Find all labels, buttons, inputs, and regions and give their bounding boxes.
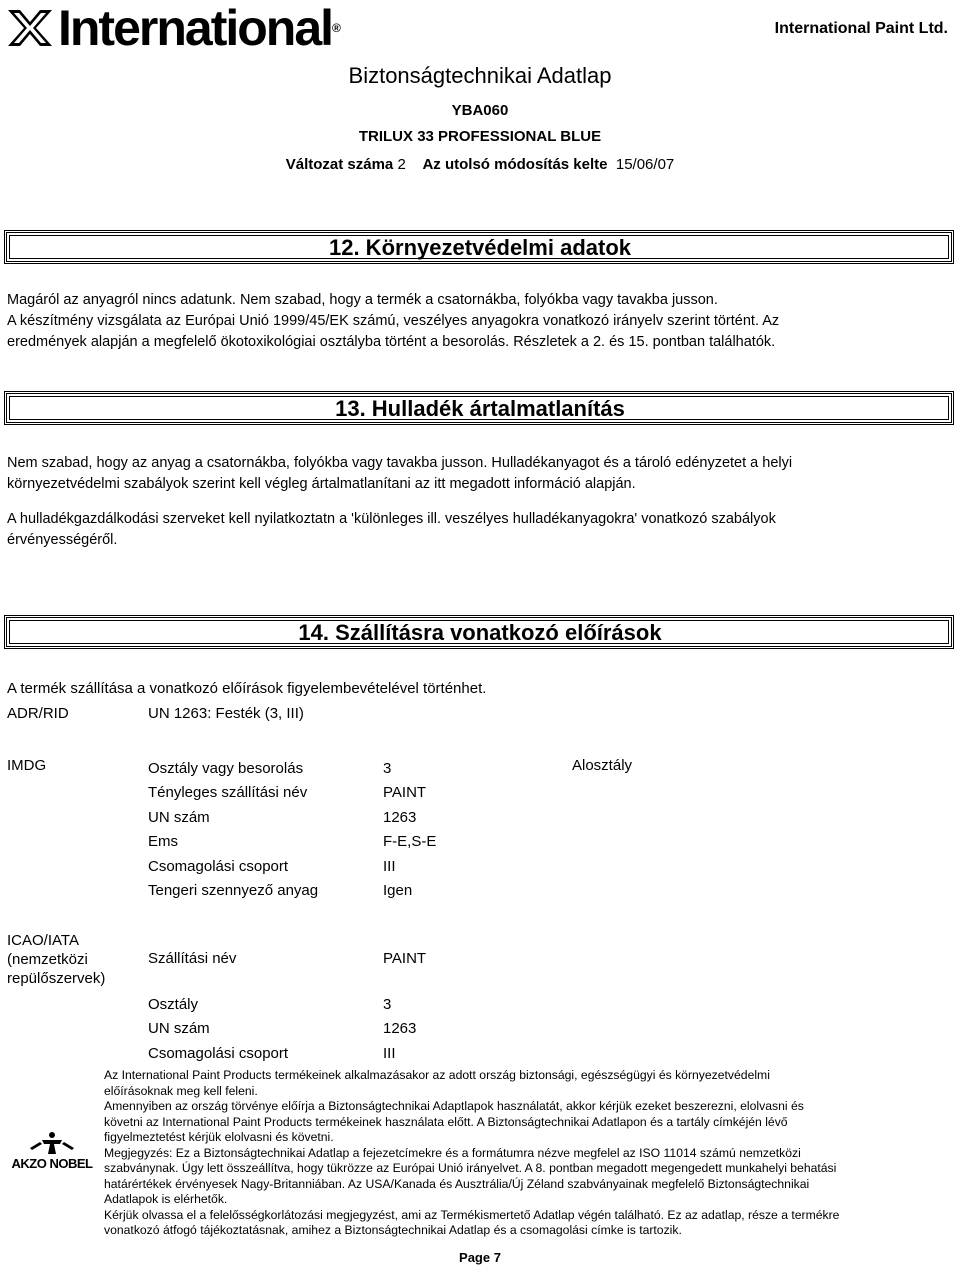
icao-key: UN szám <box>148 1020 210 1038</box>
icao-key: Szállítási név <box>148 950 237 967</box>
product-code: YBA060 <box>451 102 509 119</box>
icao-value: 3 <box>383 996 392 1013</box>
icao-label <box>7 931 105 988</box>
footer-line: Kérjük olvassa el a felelősségkorlátozási megjegyzést, ami az Termékismertető Adatlap végén található. Ez az adatlap, része a termékre <box>104 1207 840 1222</box>
icao-label-line: repülőszervek) <box>7 970 106 987</box>
footer-line: Az International Paint Products termékeinek alkalmazásakor az adott ország biztonsági, egészségügyi és környezetvédelmi <box>104 1068 770 1082</box>
footer-line: Amennyiben az ország törvénye előírja a Biztonságtechnikai Adaptlapok használatát, akkor kérjük ezeket beszerezni, elolvasni és <box>104 1099 804 1113</box>
transport-intro: A termék szállítása a vonatkozó előírások figyelembevételével történhet. <box>7 680 487 697</box>
section-12-line: Magáról az anyagról nincs adatunk. Nem szabad, hogy a termék a csatornákba, folyókba vagy tavakba jusson. <box>7 292 718 308</box>
section-12-title: 12. Környezetvédelmi adatok <box>328 235 631 260</box>
imdg-key: Tengeri szennyező anyag <box>148 882 319 900</box>
imdg-value: 1263 <box>383 808 417 826</box>
section-12-line: A készítmény vizsgálata az Európai Unió 1999/45/EK számú, veszélyes anyagokra vonatkozó irányelv szerint történt. Az <box>7 313 780 329</box>
imdg-key: UN szám <box>148 808 210 826</box>
logo-wordmark: International® <box>58 0 341 56</box>
icao-keys <box>148 993 288 1066</box>
section-13-line: érvényességéről. <box>7 532 118 548</box>
imdg-keys <box>148 757 318 903</box>
product-name: TRILUX 33 PROFESSIONAL BLUE <box>358 128 602 145</box>
international-logo <box>6 2 351 54</box>
icao-value: PAINT <box>383 950 427 967</box>
adr-label: ADR/RID <box>7 705 69 722</box>
section-13-title: 13. Hulladék ártalmatlanítás <box>335 396 625 421</box>
imdg-value: 3 <box>383 760 392 777</box>
section-12-line: eredmények alapján a megfelelő ökotoxikológiai osztályba történt a besorolás. Részletek a 2. és 15. pontban találhatók. <box>7 334 776 350</box>
icao-values <box>383 993 416 1066</box>
imdg-values <box>383 757 436 903</box>
imdg-key: Csomagolási csoport <box>148 857 289 875</box>
company-name: International Paint Ltd. <box>774 20 948 37</box>
icao-label-line: ICAO/IATA <box>7 932 79 949</box>
revised-label: Az utolsó módosítás kelte <box>422 156 608 173</box>
icao-label-line: (nemzetközi <box>7 951 88 968</box>
footer-line: Megjegyzés: Ez a Biztonságtechnikai Adatlap a fejezetcímekre és a formátumra nézve megfelel az ISO 11014 számú nemzetközi <box>104 1145 801 1160</box>
akzo-nobel-figure-icon <box>10 1130 94 1156</box>
document-title: Biztonságtechnikai Adatlap <box>348 63 612 88</box>
icao-key: Osztály <box>148 996 199 1013</box>
footer-text <box>104 1068 954 1239</box>
imdg-subclass-label: Alosztály <box>572 757 633 774</box>
version-value: 2 <box>397 156 406 173</box>
section-13-line: A hulladékgazdálkodási szerveket kell nyilatkoztatn a 'különleges ill. veszélyes hulladékanyagokra' vonatkozó szabályok <box>7 511 776 527</box>
imdg-value: Igen <box>383 882 413 900</box>
imdg-label: IMDG <box>7 757 47 774</box>
section-13-text <box>7 453 952 551</box>
revised-value: 15/06/07 <box>615 156 675 173</box>
adr-value: UN 1263: Festék (3, III) <box>148 705 304 722</box>
footer-line: követni az International Paint Products termékeinek használata előtt. A Biztonságtechnikai Adatlapon és a tartály címkéjén lévő <box>104 1114 788 1129</box>
imdg-value: F-E,S-E <box>383 833 437 851</box>
section-13-line: Nem szabad, hogy az anyag a csatornákba, folyókba vagy tavakba jusson. Hulladékanyagot és a tároló edényzetet a helyi <box>7 455 793 471</box>
imdg-value: III <box>383 857 396 875</box>
akzo-nobel-logo <box>10 1130 94 1174</box>
icao-key: Csomagolási csoport <box>148 1044 289 1062</box>
imdg-value: PAINT <box>383 784 427 802</box>
imdg-key: Osztály vagy besorolás <box>148 760 304 777</box>
version-label: Változat száma <box>285 156 394 173</box>
icao-value: 1263 <box>383 1020 417 1038</box>
version-line <box>0 156 960 173</box>
section-13-line: környezetvédelmi szabályok szerint kell végleg ártalmatlanítani az itt megadott információ alapján. <box>7 476 636 492</box>
akzo-nobel-wordmark: AKZO NOBEL <box>11 1156 93 1171</box>
imdg-key: Tényleges szállítási név <box>148 784 308 802</box>
icao-value: III <box>383 1044 396 1062</box>
footer-line: Adatlapok is elérhetők. <box>104 1192 228 1206</box>
footer-line: figyelmeztetést kérjük elolvasni és követni. <box>104 1130 334 1144</box>
section-12-text <box>7 290 952 353</box>
section-14-title: 14. Szállításra vonatkozó előírások <box>298 620 662 645</box>
imdg-key: Ems <box>148 833 178 851</box>
international-x-icon <box>6 4 54 52</box>
footer-line: szabványnak. Úgy lett összeállítva, hogy tükrözze az Európai Unió irányelvet. A 8. pontban megadott megengedett munkahelyi behatási <box>104 1161 837 1175</box>
footer-line: határértékek érvényesek Nagy-Britanniában. Az USA/Kanada és Ausztrália/Új Zéland szabványainak megfelelő Biztonságtechnikai <box>104 1176 810 1191</box>
footer-line: vonatkozó átfogó tájékoztatásnak, amihez a Biztonságtechnikai Adatlap és a csomagolási címke is tartozik. <box>104 1223 682 1237</box>
page-number: Page 7 <box>459 1250 501 1265</box>
footer-line: előírásoknak meg kell feleni. <box>104 1083 258 1098</box>
